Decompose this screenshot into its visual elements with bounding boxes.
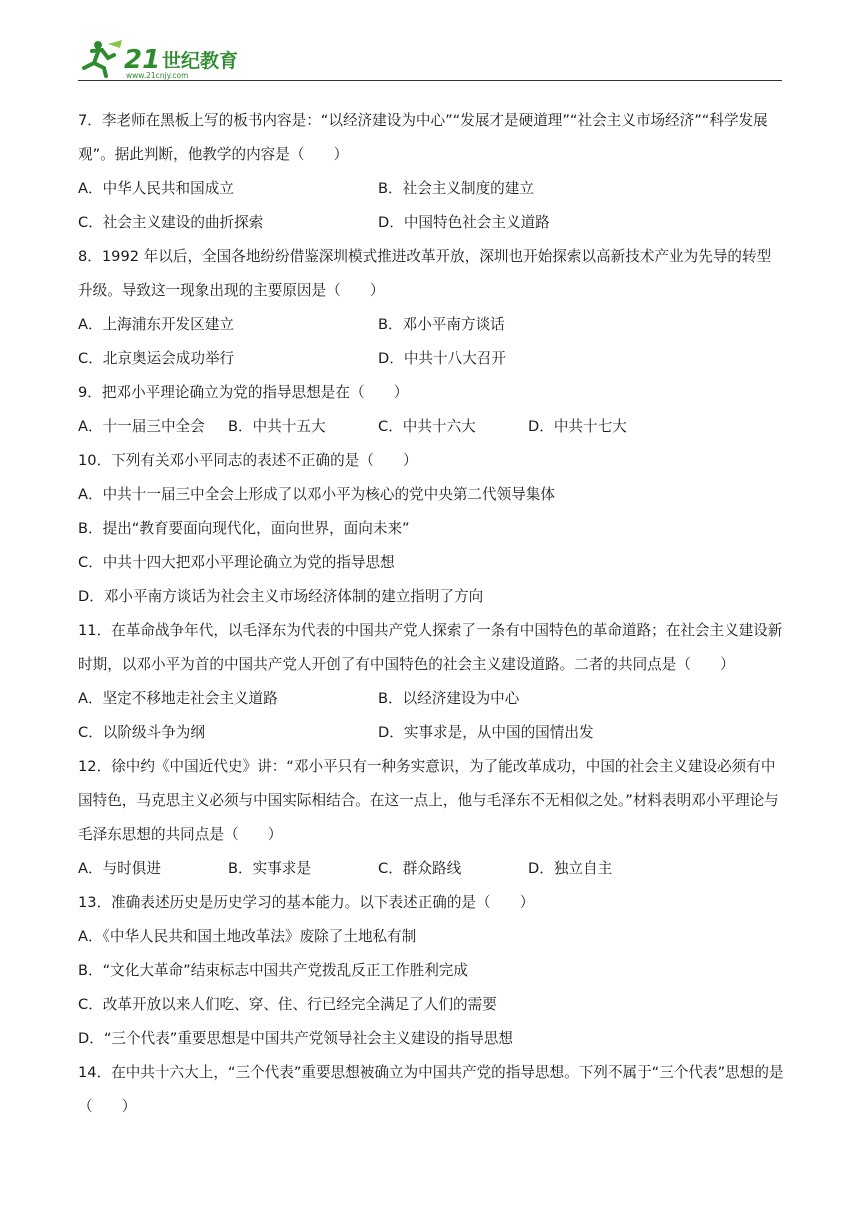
question-stem: 12．徐中约《中国近代史》讲：“邓小平只有一种务实意识，为了能改革成功，中国的社会主义建设必须有中国特色，马克思主义必须与中国实际相结合。在这一点上，他与毛泽东不无相似之处。”材料表明邓小平理论与毛泽东思想的共同点是（ ） [78,758,779,843]
page-header [78,38,782,82]
answer-option: D．中国特色社会主义道路 [378,214,550,231]
answer-option: A．坚定不移地走社会主义道路 [78,690,278,707]
question-9 [78,376,784,444]
logo [78,38,248,80]
answer-option: D．中共十七大 [528,418,627,435]
answer-option: B．中共十五大 [228,418,326,435]
answer-option: C．中共十六大 [378,418,476,435]
svg-text:世纪教育: 世纪教育 [162,50,239,72]
option-row [78,682,784,716]
question-stem: 14．在中共十六大上，“三个代表”重要思想被确立为中国共产党的指导思想。下列不属于“三个代表”思想的是（ ） [78,1064,784,1115]
answer-option: B．邓小平南方谈话 [378,316,505,333]
answer-option: C．社会主义建设的曲折探索 [78,214,264,231]
question-11 [78,614,784,750]
option-row [78,308,784,342]
answer-option: C．北京奥运会成功举行 [78,350,235,367]
answer-option: D．实事求是，从中国的国情出发 [378,724,594,741]
option-row [78,342,784,376]
option-row [78,716,784,750]
option-row [78,410,784,444]
answer-option: D．独立自主 [528,860,613,877]
answer-option: C．改革开放以来人们吃、穿、住、行已经完全满足了人们的需要 [78,996,497,1013]
question-7 [78,104,784,240]
answer-option: B．“文化大革命”结束标志中国共产党拨乱反正工作胜利完成 [78,962,468,979]
svg-text:www.21cnjy.com: www.21cnjy.com [126,71,189,80]
question-stem: 10．下列有关邓小平同志的表述不正确的是（ ） [78,452,418,469]
answer-option: C．以阶级斗争为纲 [78,724,205,741]
answer-option: C．群众路线 [378,860,462,877]
question-stem: 7．李老师在黑板上写的板书内容是：“以经济建设为中心”“发展才是硬道理”“社会主义市场经济”“科学发展观”。据此判断，他教学的内容是（ ） [78,112,768,163]
answer-option: B．实事求是 [228,860,311,877]
answer-option: B．社会主义制度的建立 [378,180,534,197]
answer-option: D．中共十八大召开 [378,350,506,367]
answer-option: A．中华人民共和国成立 [78,180,234,197]
option-row [78,172,784,206]
question-stem: 11．在革命战争年代，以毛泽东为代表的中国共产党人探索了一条有中国特色的革命道路；在社会主义建设新时期，以邓小平为首的中国共产党人开创了有中国特色的社会主义建设道路。二者的共同点是（ ） [78,622,783,673]
runner-icon [84,40,122,76]
answer-option: A．十一届三中全会 [78,418,205,435]
question-stem: 9．把邓小平理论确立为党的指导思想是在（ ） [78,384,409,401]
question-10 [78,444,784,614]
answer-option: A．《中华人民共和国土地改革法》废除了土地私有制 [78,928,417,945]
answer-option: D．邓小平南方谈话为社会主义市场经济体制的建立指明了方向 [78,588,484,605]
answer-option: D．“三个代表”重要思想是中国共产党领导社会主义建设的指导思想 [78,1030,513,1047]
question-13 [78,886,784,1056]
question-8 [78,240,784,376]
answer-option: A．上海浦东开发区建立 [78,316,234,333]
header-divider [78,80,782,81]
answer-option: A．与时俱进 [78,860,161,877]
answer-option: C．中共十四大把邓小平理论确立为党的指导思想 [78,554,395,571]
option-row [78,852,784,886]
question-stem: 8．1992 年以后，全国各地纷纷借鉴深圳模式推进改革开放，深圳也开始探索以高新技术产业为先导的转型升级。导致这一现象出现的主要原因是（ ） [78,248,772,299]
question-list [78,104,784,1124]
answer-option: B．提出“教育要面向现代化，面向世界，面向未来” [78,520,410,537]
question-14 [78,1056,784,1124]
option-row [78,206,784,240]
question-stem: 13．准确表述历史是历史学习的基本能力。以下表述正确的是（ ） [78,894,535,911]
svg-text:21: 21 [124,45,161,75]
question-12 [78,750,784,886]
answer-option: A．中共十一届三中全会上形成了以邓小平为核心的党中央第二代领导集体 [78,486,555,503]
answer-option: B．以经济建设为中心 [378,690,520,707]
